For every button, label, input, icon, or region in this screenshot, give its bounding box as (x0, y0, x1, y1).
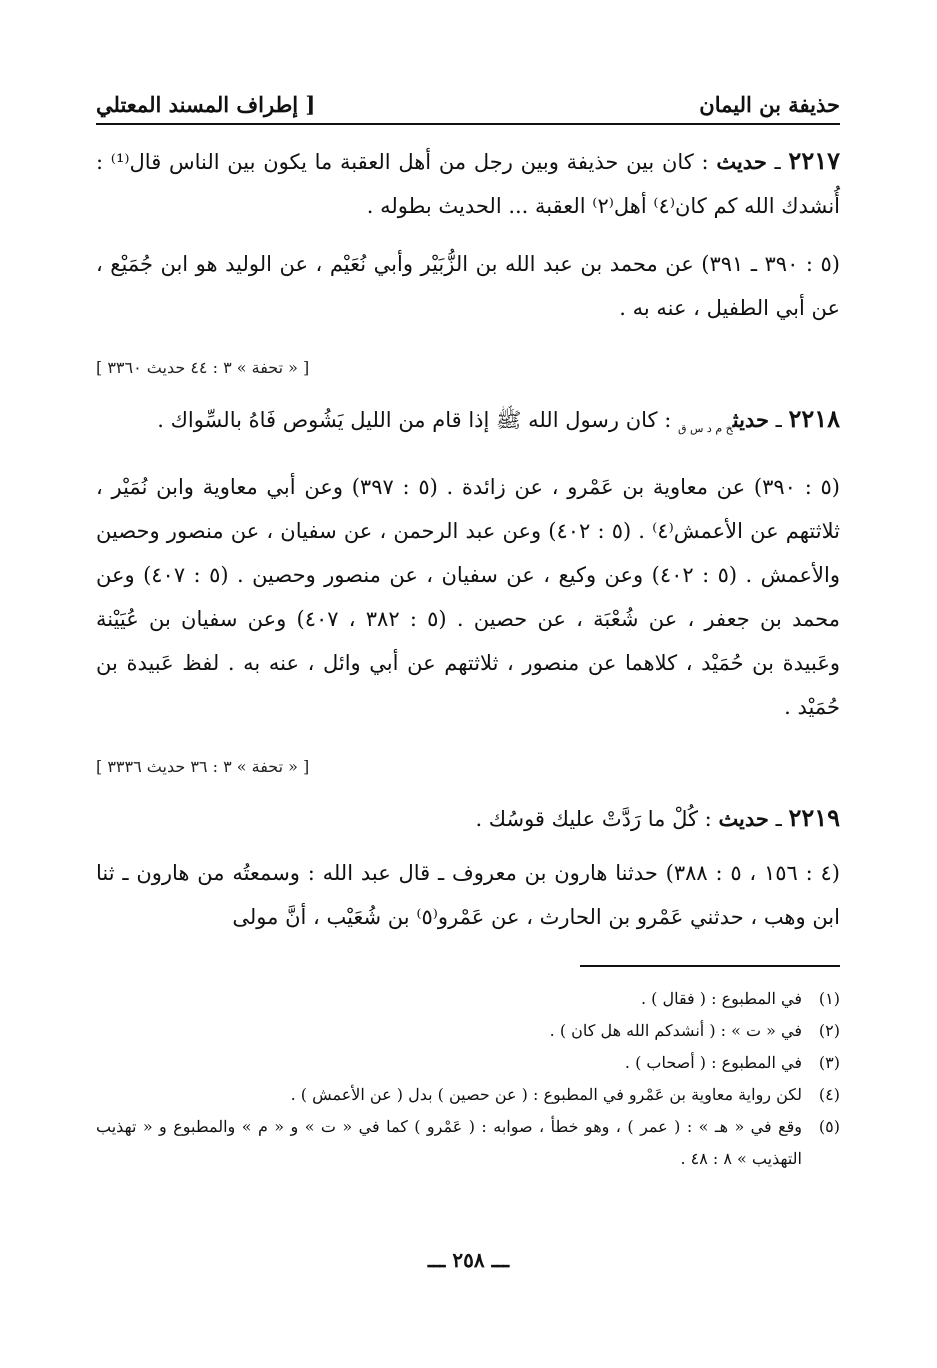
footnote (96, 1015, 840, 1047)
hadith-entry-2219 (96, 796, 840, 841)
entry-number: ٢٢١٩ (788, 803, 840, 833)
entry-text: : كُلْ ما رَدَّتْ عليك قوسُك . (475, 807, 719, 832)
footnote (96, 1047, 840, 1079)
entry-number: ٢٢١٨ (788, 404, 840, 433)
entry-keyword: حديث (716, 149, 767, 174)
footnote (96, 983, 840, 1015)
entry-dash: ـ (766, 150, 789, 174)
entry-sources: (٤ : ١٥٦ ، ٥ : ٣٨٨) حدثنا هارون بن معروف ـ قال عبد الله : وسمعتُه من هارون ـ ثنا ابن وهب ، حدثني عَمْرو بن الحارث ، عن عَمْرو⁽٥⁾ بن شُعَيْب ، أنَّ مولى (96, 861, 840, 930)
footnote-separator (580, 965, 840, 967)
entry-keyword: حديث (732, 407, 769, 432)
tuhfa-reference: [ « تحفة » ٣ : ٤٤ حديث ٣٣٦٠ ] (96, 358, 310, 377)
footnote-text: في « ت » : ( أنشدكم الله هل كان ) . (549, 1021, 802, 1041)
footnote (96, 1079, 840, 1111)
entry-text: : كان رسول الله ﷺ إذا قام من الليل يَشُوص فَاهُ بالسِّواك . (157, 408, 678, 432)
footnote-number: (٣) (818, 1053, 840, 1073)
footnote-text: وقع في « هـ » : ( عمر ) ، وهو خطأ ، صوابه : ( عَمْرو ) كما في « ت » و « م » والمطبوع و « تهذيب التهذيب » ٨ : ٤٨ . (96, 1117, 802, 1169)
footnote-number: (٢) (818, 1021, 840, 1041)
page-number: ـــ ٢٥٨ ـــ (427, 1248, 510, 1272)
running-header (96, 92, 840, 125)
entry-dash: ـ (768, 807, 789, 832)
page (96, 92, 840, 1175)
hadith-entry-2217 (96, 139, 840, 228)
footnote-text: لكن رواية معاوية بن عَمْرو في المطبوع : ( عن حصين ) بدل ( عن الأعمش ) . (290, 1085, 802, 1105)
entry-sources: (٥ : ٣٩٠ ـ ٣٩١) عن محمد بن عبد الله بن الزُّبَيْر وأبي نُعَيْم ، عن الوليد هو ابن جُمَيْع ، عن أبي الطفيل ، عنه به . (96, 252, 840, 320)
footnote (96, 1111, 840, 1175)
footnote-number: (٤) (818, 1085, 840, 1105)
entry-text: : كان بين حذيفة وبين رجل من أهل العقبة ما يكون بين الناس قال⁽¹⁾ : أُنشدك الله كم كان⁽٤⁾ أهل⁽٢⁾ العقبة ... الحديث بطوله . (96, 150, 840, 218)
header-right-title: حذيفة بن اليمان (699, 92, 840, 117)
tuhfa-reference: [ « تحفة » ٣ : ٣٦ حديث ٣٣٣٦ ] (96, 757, 310, 777)
entry-number: ٢٢١٧ (788, 146, 840, 175)
footnote-text: في المطبوع : ( فقال ) . (640, 989, 802, 1009)
footnote-text: في المطبوع : ( أصحاب ) . (624, 1053, 802, 1073)
footnote-number: (٥) (818, 1117, 840, 1137)
entry-dash: ـ (768, 408, 789, 432)
entry-sources: (٥ : ٣٩٠) عن معاوية بن عَمْرو ، عن زائدة . (٥ : ٣٩٧) وعن أبي معاوية وابن نُمَيْر ، ثلاثتهم عن الأعمش⁽٤⁾ . (٥ : ٤٠٢) وعن عبد الرحمن ، عن سفيان ، عن منصور وحصين والأعمش . (٥ : ٤٠٢) وعن وكيع ، عن سفيان ، عن منصور وحصين . (٥ : ٤٠٧) وعن محمد بن جعفر ، عن شُعْبَة ، عن حصين . (٥ : ٣٨٢ ، ٤٠٧) وعن سفيان بن عُيَيْنة وعَبيدة بن حُمَيْد ، كلاهما عن منصور ، ثلاثتهم عن أبي وائل ، عنه به . لفظ عَبيدة بن حُمَيْد . (96, 475, 840, 720)
hadith-entry-2218 (96, 397, 840, 451)
collection-sigla: خ م د س ق (677, 422, 733, 436)
footnotes (96, 983, 840, 1175)
footnote-number: (١) (818, 989, 840, 1009)
header-left-title: [ إطراف المسند المعتلي (96, 92, 316, 117)
entry-keyword: حديث (718, 806, 769, 832)
